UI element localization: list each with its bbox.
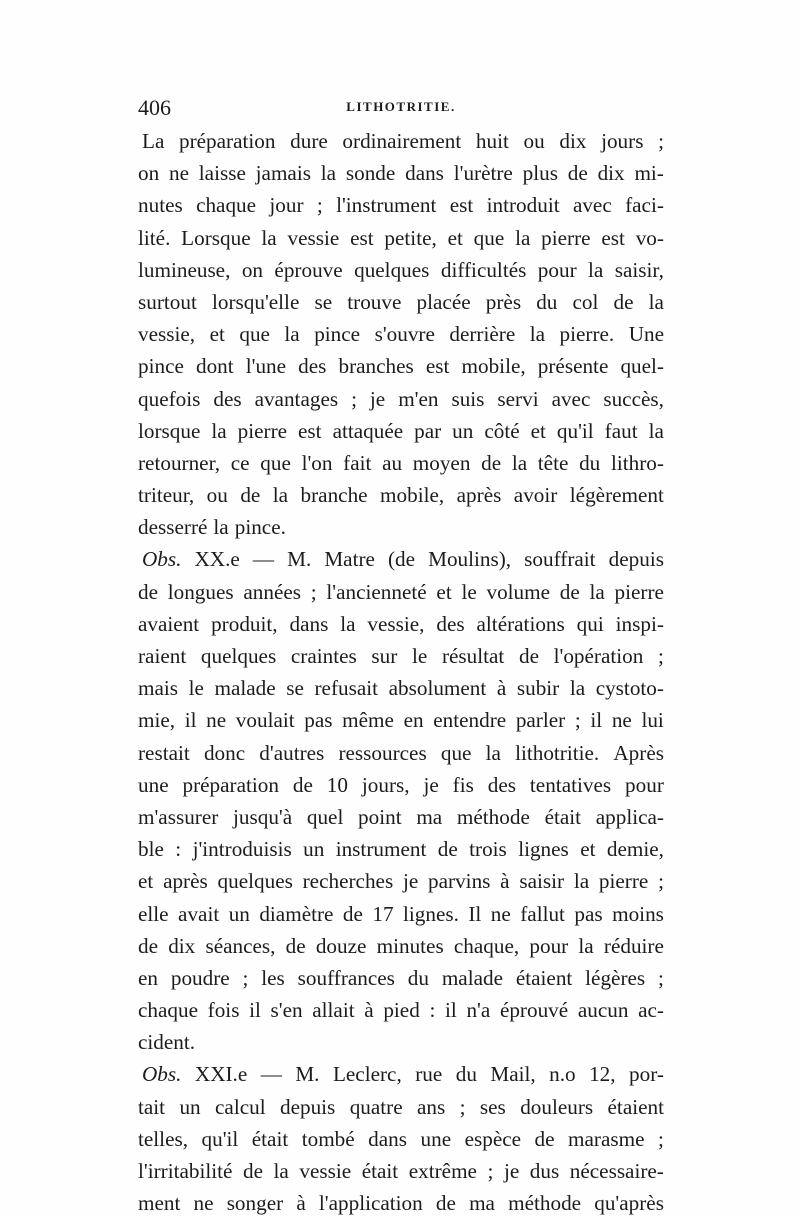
text-line: cident. xyxy=(138,1030,196,1055)
text-line: nutes chaque jour ; l'instrument est introduit avec faci- xyxy=(138,193,664,218)
page-number: 406 xyxy=(138,95,171,120)
text-line: Obs. XX.e — M. Matre (de Moulins), souffrait depuis xyxy=(142,547,664,572)
text-line: l'irritabilité de la vessie était extrême ; je dus nécessaire- xyxy=(138,1159,664,1183)
text-line: elle avait un diamètre de 17 lignes. Il ne fallut pas moins xyxy=(138,901,664,926)
text-line: une préparation de 10 jours, je fis des tentatives pour xyxy=(138,772,664,797)
text-line: pince dont l'une des branches est mobile, présente quel- xyxy=(138,354,664,379)
text-line: on ne laisse jamais la sonde dans l'urètre plus de dix mi- xyxy=(138,161,664,186)
text-line: triteur, ou de la branche mobile, après avoir légèrement xyxy=(138,483,664,508)
text-line: lorsque la pierre est attaquée par un côté et qu'il faut la xyxy=(138,418,664,443)
text-block xyxy=(138,95,664,1219)
text-line: restait donc d'autres ressources que la lithotritie. Après xyxy=(138,740,664,765)
text-line: raient quelques craintes sur le résultat de l'opération ; xyxy=(138,644,664,668)
body-text xyxy=(138,125,664,1219)
text-line: de longues années ; l'ancienneté et le volume de la pierre xyxy=(138,579,664,604)
text-line: lité. Lorsque la vessie est petite, et que la pierre est vo- xyxy=(138,225,664,250)
text-line: en poudre ; les souffrances du malade étaient légères ; xyxy=(138,965,664,990)
text-line: La préparation dure ordinairement huit ou dix jours ; xyxy=(142,129,664,153)
running-head xyxy=(138,95,664,125)
text-line: retourner, ce que l'on fait au moyen de la tête du lithro- xyxy=(138,450,664,475)
text-line: vessie, et que la pince s'ouvre derrière la pierre. Une xyxy=(138,322,664,347)
text-line: de dix séances, de douze minutes chaque, pour la réduire xyxy=(138,933,664,958)
text-line: surtout lorsqu'elle se trouve placée près du col de la xyxy=(138,289,664,314)
text-line: mais le malade se refusait absolument à subir la cystoto- xyxy=(138,676,664,701)
text-line: telles, qu'il était tombé dans une espèce de marasme ; xyxy=(138,1126,664,1151)
running-title: LITHOTRITIE. xyxy=(346,99,456,114)
text-line: quefois des avantages ; je m'en suis servi avec succès, xyxy=(138,386,664,411)
text-line: chaque fois il s'en allait à pied : il n'a éprouvé aucun ac- xyxy=(138,998,664,1023)
text-line: Obs. XXI.e — M. Leclerc, rue du Mail, n.o 12, por- xyxy=(142,1062,664,1087)
text-line: et après quelques recherches je parvins à saisir la pierre ; xyxy=(138,869,664,894)
text-line: ment ne songer à l'application de ma méthode qu'après xyxy=(138,1191,664,1216)
text-line: desserré la pince. xyxy=(138,515,286,540)
text-line: tait un calcul depuis quatre ans ; ses douleurs étaient xyxy=(138,1094,664,1119)
text-line: avaient produit, dans la vessie, des altérations qui inspi- xyxy=(138,611,664,636)
text-line: ble : j'introduisis un instrument de trois lignes et demie, xyxy=(138,837,664,862)
text-line: lumineuse, on éprouve quelques difficultés pour la saisir, xyxy=(138,257,664,282)
text-line: mie, il ne voulait pas même en entendre parler ; il ne lui xyxy=(138,708,664,733)
text-line: m'assurer jusqu'à quel point ma méthode était applica- xyxy=(138,804,664,829)
